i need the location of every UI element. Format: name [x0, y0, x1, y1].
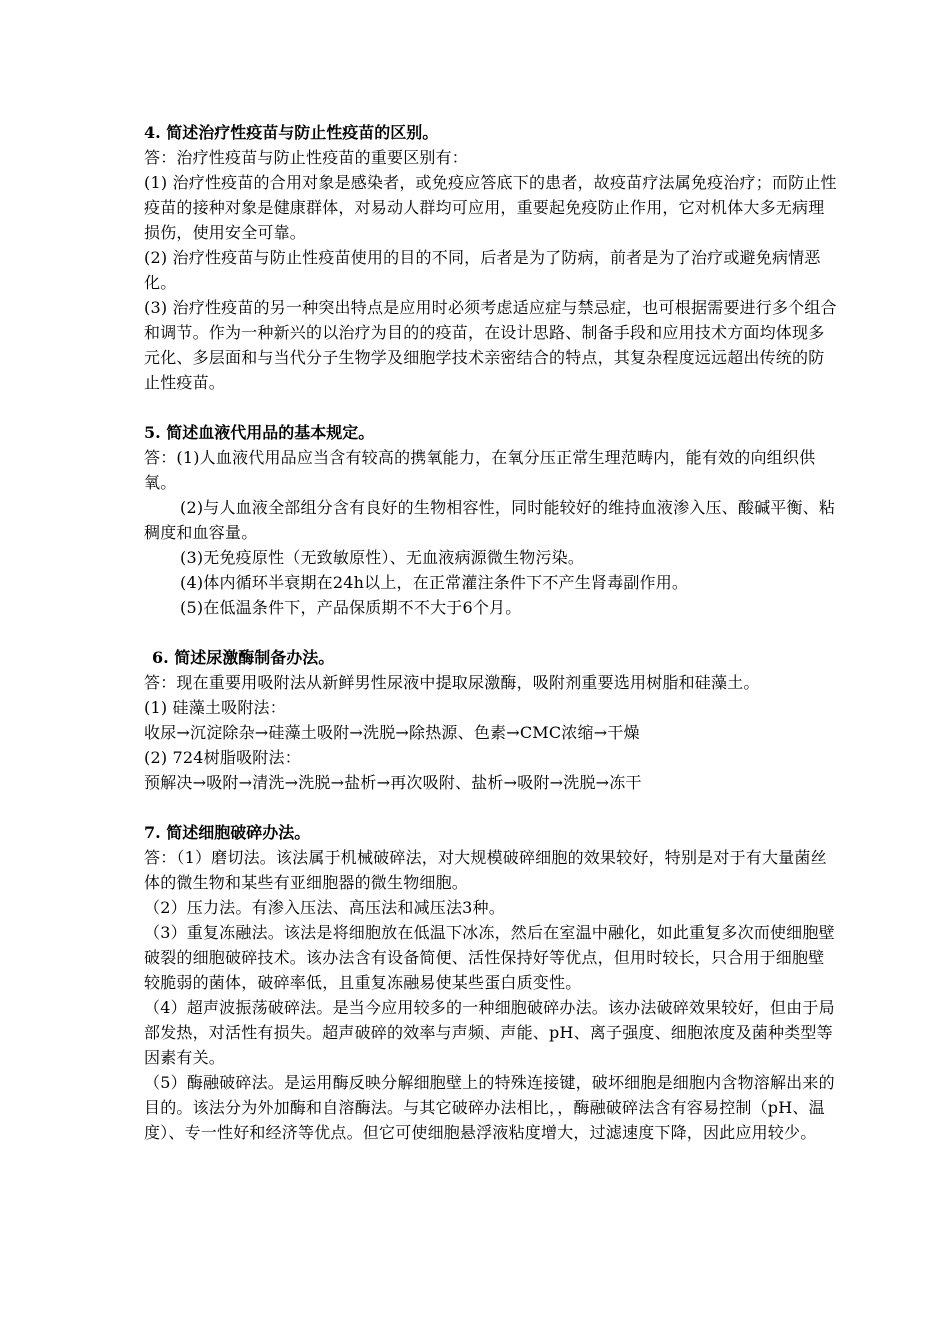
answer-5-point-2: (2)与人血液全部组分含有良好的生物相容性，同时能较好的维持血液渗入压、酸碱平衡、粘稠度和血容量。 — [144, 498, 836, 542]
answer-7-point-1: 答：（1）磨切法。该法属于机械破碎法，对大规模破碎细胞的效果较好，特别是对于有大量菌丝体的微生物和某些有亚细胞器的微生物细胞。 — [144, 848, 827, 892]
answer-6-method-2-steps: 预解决→吸附→清洗→洗脱→盐析→再次吸附、盐析→吸附→洗脱→冻干 — [144, 773, 642, 792]
answer-7-point-4: （4）超声波振荡破碎法。是当今应用较多的一种细胞破碎办法。该办法破碎效果较好，但由于局部发热，对活性有损失。超声破碎的效率与声频、声能、pH、离子强度、细胞浓度及菌种类型等因素有关。 — [144, 998, 835, 1067]
question-7-heading: 7. 简述细胞破碎办法。 — [144, 823, 311, 842]
answer-4-point-3: (3) 治疗性疫苗的另一种突出特点是应用时必须考虑适应症与禁忌症，也可根据需要进行多个组合和调节。作为一种新兴的以治疗为目的的疫苗，在设计思路、制备手段和应用技术方面均体现多元化、多层面和与当代分子生物学及细胞学技术亲密结合的特点，其复杂程度远远超出传统的防止性疫苗。 — [144, 298, 837, 392]
answer-4-point-2: (2) 治疗性疫苗与防止性疫苗使用的目的不同，后者是为了防病，前者是为了治疗或避免病情恶化。 — [144, 248, 821, 292]
answer-5-point-3: (3)无免疫原性（无致敏原性）、无血液病源微生物污染。 — [180, 548, 585, 567]
answer-4-intro: 答：治疗性疫苗与防止性疫苗的重要区别有： — [144, 148, 469, 167]
answer-7-point-2: （2）压力法。有渗入压法、高压法和减压法3种。 — [144, 898, 505, 917]
answer-6-method-1-steps: 收尿→沉淀除杂→硅藻土吸附→洗脱→除热源、色素→CMC浓缩→干燥 — [144, 723, 640, 742]
question-5-heading: 5. 简述血液代用品的基本规定。 — [144, 423, 375, 442]
answer-6-intro: 答：现在重要用吸附法从新鲜男性尿液中提取尿激酶，吸附剂重要选用树脂和硅藻土。 — [144, 673, 760, 692]
answer-5-point-4: (4)体内循环半衰期在24h以上，在正常灌注条件下不产生肾毒副作用。 — [180, 573, 689, 592]
answer-6-method-2-title: (2) 724树脂吸附法： — [144, 748, 301, 767]
answer-4-point-1: (1) 治疗性疫苗的合用对象是感染者，或免疫应答底下的患者，故疫苗疗法属免疫治疗；而防止性疫苗的接种对象是健康群体，对易动人群均可应用，重要起免疫防止作用，它对机体大多无病理损伤，使用安全可靠。 — [144, 173, 837, 242]
answer-6-method-1-title: (1) 硅藻土吸附法： — [144, 698, 286, 717]
section-spacer — [144, 795, 839, 820]
document-page — [144, 120, 839, 1145]
answer-5-point-1: 答：(1)人血液代用品应当含有较高的携氧能力，在氧分压正常生理范畴内，能有效的向组织供氧。 — [144, 448, 816, 492]
question-4-heading: 4. 简述治疗性疫苗与防止性疫苗的区别。 — [144, 123, 439, 142]
question-6-heading: 6. 简述尿激酶制备办法。 — [152, 648, 335, 667]
section-spacer — [144, 395, 839, 420]
answer-7-point-5: （5）酶融破碎法。是运用酶反映分解细胞壁上的特殊连接键，破坏细胞是细胞内含物溶解出来的目的。该法分为外加酶和自溶酶法。与其它破碎办法相比，，酶融破碎法含有容易控制（pH、温度）、专一性好和经济等优点。但它可使细胞悬浮液粘度增大，过滤速度下降，因此应用较少。 — [144, 1073, 835, 1142]
answer-7-point-3: （3）重复冻融法。该法是将细胞放在低温下冰冻，然后在室温中融化，如此重复多次而使细胞壁破裂的细胞破碎技术。该办法含有设备简便、活性保持好等优点，但用时较长，只合用于细胞壁较脆弱的菌体，破碎率低，且重复冻融易使某些蛋白质变性。 — [144, 923, 835, 992]
answer-5-point-5: (5)在低温条件下，产品保质期不不大于6个月。 — [180, 598, 522, 617]
section-spacer — [144, 620, 839, 645]
